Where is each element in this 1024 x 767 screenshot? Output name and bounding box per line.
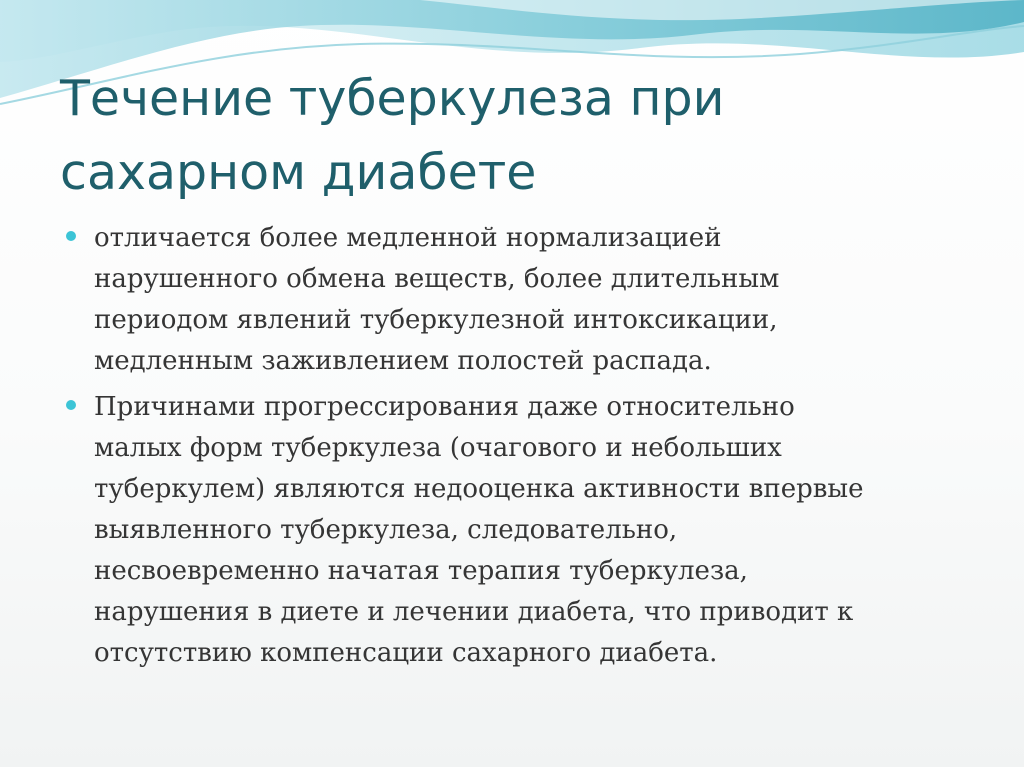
bullet-line: туберкулем) являются недооценка активности впервые [94,474,864,504]
bullet-text [94,218,980,382]
bullet-line: отличается более медленной нормализацией [94,223,722,253]
bullet-dot-icon [66,231,76,241]
bullet-line: Причинами прогрессирования даже относительно [94,392,795,422]
bullet-item [60,387,980,674]
bullet-line: малых форм туберкулеза (очагового и небольших [94,433,782,463]
slide-title [60,62,980,210]
bullet-line: нарушения в диете и лечении диабета, что приводит к [94,597,854,627]
bullet-line: периодом явлений туберкулезной интоксикации, [94,305,778,335]
bullet-line: несвоевременно начатая терапия туберкулеза, [94,556,748,586]
bullet-list [60,218,980,679]
title-line: сахарном диабете [60,144,537,201]
bullet-line: выявленного туберкулеза, следовательно, [94,515,678,545]
bullet-line: нарушенного обмена веществ, более длительным [94,264,780,294]
bullet-item [60,218,980,382]
bullet-line: медленным заживлением полостей распада. [94,346,712,376]
bullet-line: отсутствию компенсации сахарного диабета. [94,638,718,668]
bullet-dot-icon [66,400,76,410]
bullet-text [94,387,980,674]
title-line: Течение туберкулеза при [60,70,725,127]
